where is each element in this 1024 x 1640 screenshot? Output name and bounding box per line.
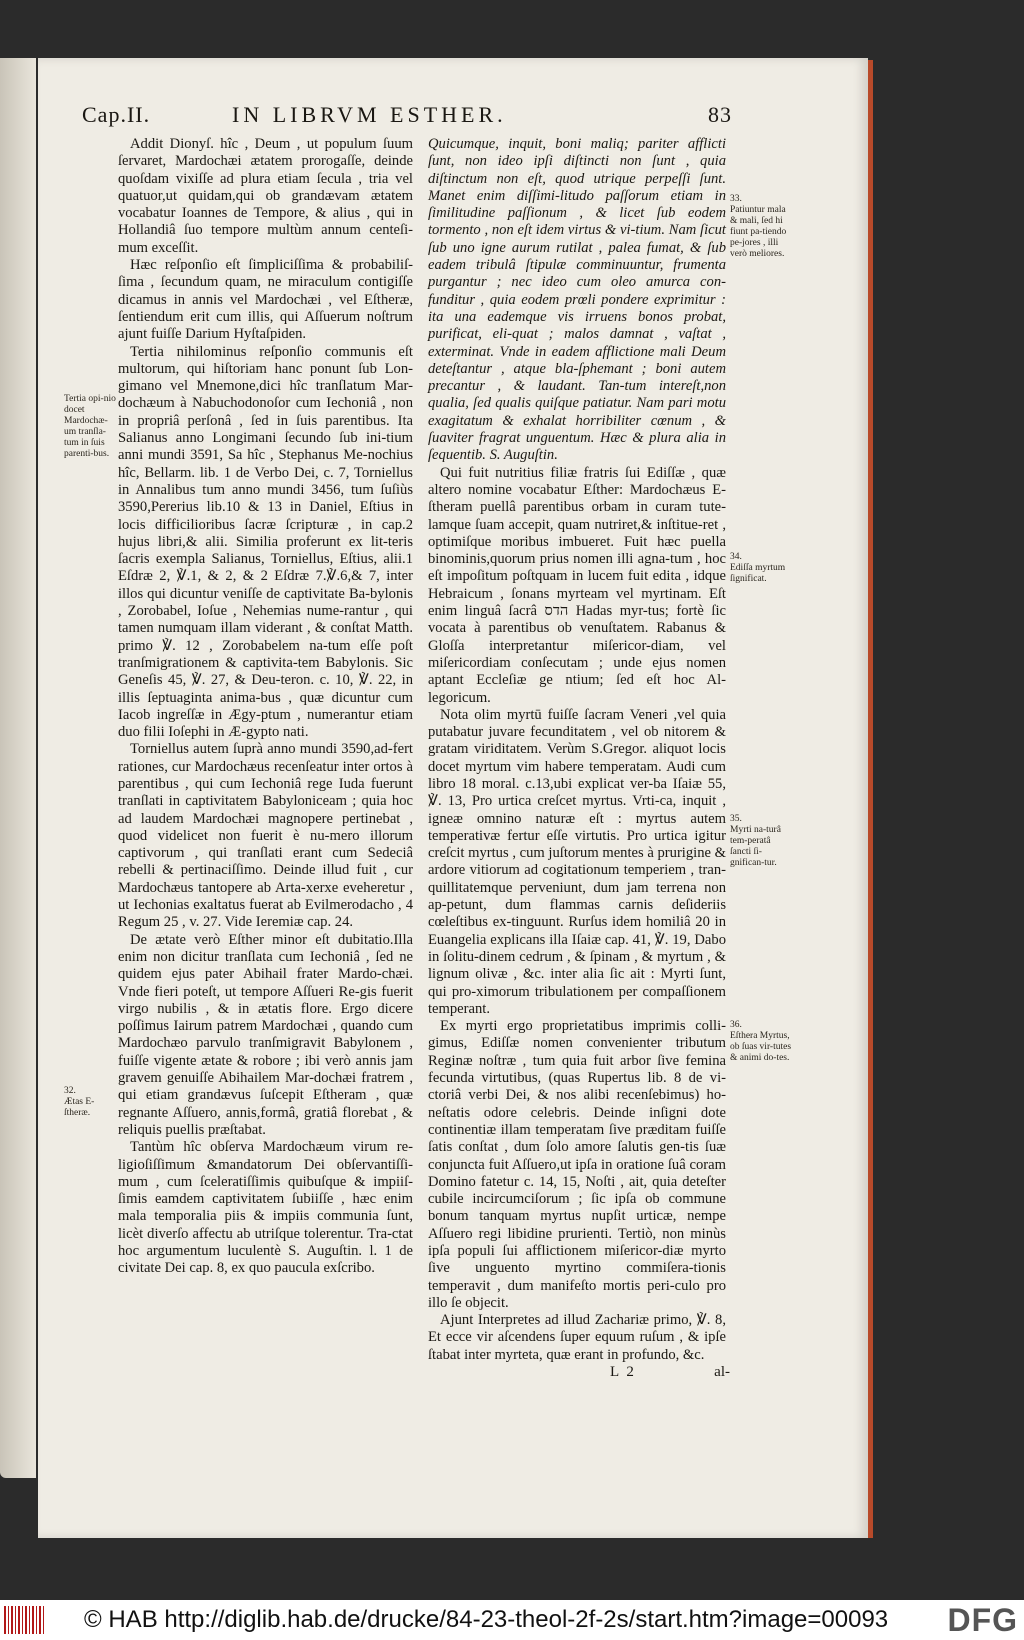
margin-note bbox=[730, 814, 792, 869]
paragraph: Ajunt Interpretes ad illud Zachariæ primo, ℣. 8, Et ecce vir aſcendens ſuper equum ruſum , & ipſe ſtabat inter myrteta, quæ erant in profundo, &c. bbox=[428, 1312, 726, 1363]
paragraph: De ætate verò Eſther minor eſt dubitatio.Illa enim non dicitur tranſlata cum Iechoniâ , ſed ne quidem ejus pater Abihail frater Mardo-chæi. Vnde fieri poteſt, ut tempore Aſſueri Re-gis fuerit virgo nubilis , & in ætatis flore. Ergo dicere poſſimus Iairum patrem Mardochæi , quando cum Mardochæo parvulo tranſmigravit Babylonem , fuiſſe vigente ætate & robore ; ibi verò annis jam gravem genuiſſe Abihailem Mar-dochæi fratrem , qui etiam grandævus ſuſcepit Eſtheram , quæ regnante Aſſuero, annis,formâ, gratiâ florebat , & reliquis puellis præſtabat. bbox=[118, 931, 413, 1138]
paragraph: Hæc reſponſio eſt ſimpliciſſima & probabiliſ-ſima , ſecundum quam, ne miraculum contigiſſe dicamus in annis vel Mardochæi , vel Eſtheræ, ſentiendum erit cum illis, qui Aſſuerum noſtrum ajunt fuiſſe Darium Hyſtaſpiden. bbox=[118, 257, 413, 343]
signature-mark: L 2 bbox=[610, 1364, 636, 1380]
margin-note bbox=[730, 552, 792, 585]
margin-note-number: 36. bbox=[730, 1020, 742, 1030]
page-number: 83 bbox=[708, 102, 732, 127]
left-text-column bbox=[118, 136, 413, 1278]
previous-page-edge bbox=[0, 58, 36, 1478]
right-text-column bbox=[428, 136, 726, 1364]
chapter-label: Cap.II. bbox=[82, 102, 151, 127]
margin-note-number: 32. bbox=[64, 1086, 76, 1096]
margin-note-text: Tertia opi-nio docet Mardochæ-um tranſla-tum in ſuis parenti-bus. bbox=[64, 394, 116, 459]
margin-note-text: Patiuntur mala & mali, ſed hi fiunt pa-tiendo pe-jores , illi verò meliores. bbox=[730, 205, 787, 259]
source-link[interactable]: © HAB http://diglib.hab.de/drucke/84-23-theol-2f-2s/start.htm?image=00093 bbox=[84, 1606, 889, 1633]
margin-note-text: Ediſſa myrtum ſignificat. bbox=[730, 563, 786, 584]
margin-note-text: Ætas E-ſtheræ. bbox=[64, 1097, 95, 1118]
dfg-logo: DFG bbox=[947, 1602, 1018, 1638]
paragraph: Qui fuit nutritius filiæ fratris ſui Ediſſæ , quæ altero nomine vocabatur Eſther: Mardochæus E-ſtheram puellâ parentibus orbam in curam tute-lamque ſuam accepit, quam nutriret,& inſtitue-ret , optimiſque moribus imbueret. Fuit hæc puella binominis,quorum prius nomen illi agna-tum , hoc eſt impoſitum poſtquam in lucem fuit edita , idque Hebraicum , ſonans myrteam vel myrtinam. Eſt enim linguâ ſacrâ הדס Hadas myr-tus; fortè ſic vocata à parentibus ob venuſtatem. Rabanus & Gloſſa interpretantur miſericor-diam, vel miſericordiam conſecutam ; unde ejus nomen aptant Eccleſiæ ge ntium; ſed eſt hoc Al-legoricum. bbox=[428, 464, 726, 706]
margin-note bbox=[64, 1086, 116, 1119]
paragraph: Nota olim myrtū fuiſſe ſacram Veneri ,vel quia putabatur juvare fecunditatem , vel ob nitorem & gratam viriditatem. Verùm S.Gregor. aliquot locis docet myrtum vim habere temperatam. Audi cum libro 18 moral. c.13,ubi explicat ver-ba Iſaiæ 55, ℣. 13, Pro urtica creſcet myrtus. Vrti-ca, inquit , igneæ omnino naturæ eſt : myrtus autem temperativæ fertur eſſe virtutis. Pro urtica igitur creſcit myrtus , cum juſtorum mentes à prurigine & ardore vitiorum ad cogitationum temperiem , tran-quillitatemque perveniunt, dum jam terrena non ap-petunt, dum flammas carnis deſideriis cœleſtibus ex-tinguunt. Rurſus idem homiliâ 20 in Euangelia explicans illa Iſaiæ cap. 41, ℣. 19, Dabo in ſolitu-dinem cedrum , & ſpinam , & myrtum , & lignum olivæ , &c. inter alia ſic ait : Myrti ſunt, qui pro-ximorum tribulationem per compaſſionem temperant. bbox=[428, 706, 726, 1017]
catchword: al- bbox=[714, 1364, 730, 1380]
running-header bbox=[82, 102, 732, 130]
margin-note-number: 34. bbox=[730, 552, 742, 562]
viewer-footer bbox=[0, 1600, 1024, 1640]
paragraph: Torniellus autem ſuprà anno mundi 3590,ad-fert rationes, cur Mardochæus recenſeatur inter ortos à parentibus , qui cum Iechoniâ rege Iuda fuerunt tranſlati in captivitatem Babyloniceam ; quia hoc ad laudem Mardochæi magnopere pertinebat , quod videlicet non fuerit è nu-mero illorum captivorum , qui tranſlati erant cum Sedeciâ rebelli & pertinaciſſimo. Deinde illud fuit , cur Mardochæus tantopere ab Arta-xerxe eveheretur , ut Iechonias exaltatus fuerat ab Evilmerodacho , 4 Regum 25 , v. 27. Vide Ieremiæ cap. 24. bbox=[118, 741, 413, 931]
barcode-icon bbox=[4, 1606, 46, 1634]
running-title: IN LIBRVM ESTHER. bbox=[232, 102, 507, 127]
paragraph: Ex myrti ergo proprietatibus imprimis colli-gimus, Ediſſæ nomen convenienter tributum Reginæ noſtræ , tum quia fuit arbor ſive femina fecunda virtutibus, (quas Rupertus lib. 8 de vi-ctoriâ verbi Dei, & nos alibi recenſebimus) ho-neſtatis odore celebris. Deinde inſigni dote continentiæ illam temperatam ſive præditam fuiſſe ſatis conſtat , dum ſolo amore ſalutis gen-tis ſuæ conjuncta fuit Aſſuero,ut ipſa in oratione ſuâ coram Domino fatetur c. 14, 15, Noſti , ait, quia deteſter cubile incircumciſorum ; ſic ipſa ob commune bonum tanquam myrtus nupſit urticæ, nempe Aſſuero regi libidine prurienti. Tertiò, non minùs ipſa populi ſui afflictionem miſericor-diæ myrto ſive unguento myrtino commiſera-tionis temperavit , dum manifeſto mortis peri-culo pro illo ſe objecit. bbox=[428, 1018, 726, 1311]
margin-note-text: Eſthera Myrtus, ob ſuas vir-tutes & animi do-tes. bbox=[730, 1031, 792, 1063]
paragraph: Addit Dionyſ. hîc , Deum , ut populum ſuum ſervaret, Mardochæi ætatem prorogaſſe, deinde quoſdam vixiſſe ad plura etiam ſecula , tria vel quatuor,ut quidam,qui ob grandævam ætatem vocabatur Ioannes de Tempore, & alius , qui in Hollandiâ ſuo tempore multùm annum centeſi-mum exceſſit. bbox=[118, 136, 413, 256]
paragraph: Tantùm hîc obſerva Mardochæum virum re-ligioſiſſimum &mandatorum Dei obſervantiſſi-mum , cum ſceleratiſſimis quibuſque & impiiſ-ſimis eamdem captivitatem ſubiiſſe , hæc enim mala temporalia piis & impiis communia ſunt, licèt diverſo affectu ab utriſque tolerentur. Tra-ctat hoc argumentum luculentè S. Auguſtin. l. 1 de civitate Dei cap. 8, ex quo paucula exſcribo. bbox=[118, 1139, 413, 1277]
page-edge-color bbox=[868, 60, 873, 1538]
margin-note bbox=[730, 194, 792, 260]
margin-note-number: 33. bbox=[730, 194, 742, 204]
paragraph: Quicumque, inquit, boni maliq; pariter afflicti ſunt, non ideo ipſi diſtincti non ſunt , quia diſtinctum non eſt, quod utrique perpeſſi ſunt. Manet enim diſſimi-litudo paſſorum etiam in ſimilitudine paſſionum , & licet ſub eodem tormento , non eſt idem virtus & vi-tium. Nam ſicut ſub uno igne aurum rutilat , palea fumat, & ſub eadem tribulâ ſtipulæ comminuuntur, frumenta purgantur ; nec ideo cum oleo amurca con-funditur , quia eodem prœli pondere exprimitur : ita una eademque vis irruens bonos probat, purificat, eli-quat ; malos damnat , vaſtat , exterminat. Vnde in eadem afflictione mali Deum deteſtantur , atque bla-ſphemant ; boni autem precantur , & laudant. Tan-tum intereſt,non qualia, ſed qualis quiſque patiatur. Nam pari motu exagitatum & exhalat horribiliter cœnum , & ſuaviter fragrat unguentum. Hæc & plura alia in ſequentib. S. Auguſtin. bbox=[428, 136, 726, 464]
page-footer-marks bbox=[610, 1364, 730, 1384]
margin-note bbox=[64, 394, 116, 460]
paragraph: Tertia nihilominus reſponſio communis eſt multorum, qui hiſtoriam hanc ponunt ſub Lon-gimano vel Mnemone,dici hîc tranſlatum Mar-dochæum à Nabuchodonoſor cum Iechoniâ , non in propriâ perſonâ , ſed in ſuis parentibus. Ita Salianus anno Longimani ſecundo ſub ini-tium anni mundi 3591, Sa hîc , Stephanus Me-nochius hîc, Bellarm. lib. 1 de Verbo Dei, c. 7, Torniellus in Annalibus tum anno mundi 3456, tum ſuſiùs 3590,Pererius lib.10 & 13 in Daniel, Eſtius in locis difficilioribus ſacræ ſcripturæ , in cap.2 hujus libri,& alii. Similia proferunt ex lit-teris ſacris exempla Salianus, Torniellus, Eſtius, alii.1 Eſdræ 2, ℣.1, & 2, & 2 Eſdræ 7.℣.6,& 7, inter illos qui dicuntur veniſſe de captivitate Ba-bylonis , Zorobabel, Ioſue , Nehemias nume-rantur , qui tamen numquam illam viderant , & conſtat Matth. primo ℣. 12 , Zorobabelem na-tum eſſe poſt tranſmigrationem & captivita-tem Babylonis. Sic Geneſis 45, ℣. 27, & Deu-teron. c. 10, ℣. 22, in illis ſeptuaginta anima-bus , quæ dicuntur cum Iacob ingreſſæ in Ægy-ptum , numerantur etiam duo filii Ioſephi in Æ-gypto nati. bbox=[118, 343, 413, 741]
margin-note-number: 35. bbox=[730, 814, 742, 824]
margin-note-text: Myrti na-turâ tem-peratâ ſancti ſi-gnifican-tur. bbox=[730, 825, 781, 868]
margin-note bbox=[730, 1020, 792, 1064]
